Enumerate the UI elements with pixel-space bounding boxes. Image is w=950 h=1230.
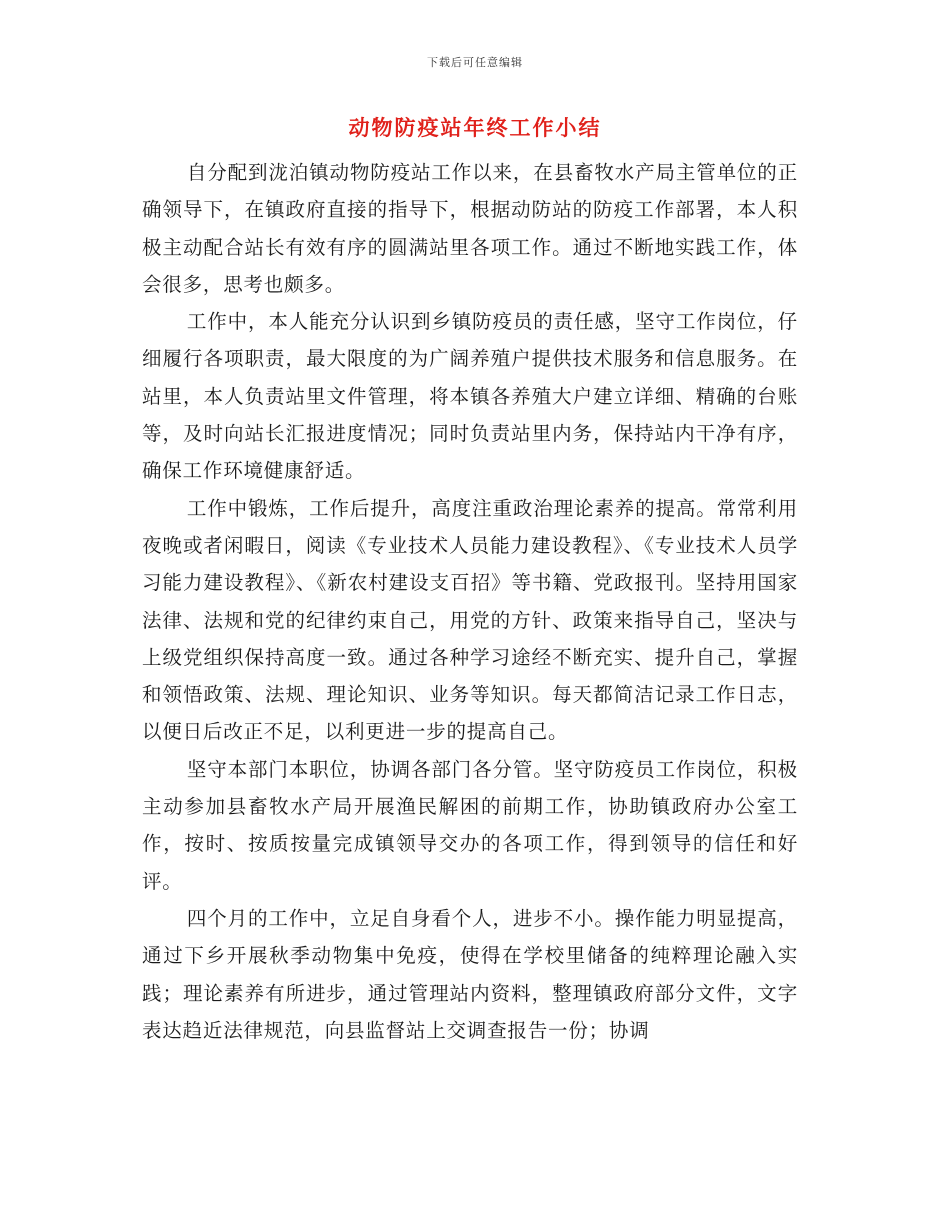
paragraph-3: 工作中锻炼，工作后提升，高度注重政治理论素养的提高。常常利用夜晚或者闲暇日，阅读《专业技术人员能力建设教程》、《专业技术人员学习能力建设教程》、《新农村建设支百招》等书籍、党政报刊。坚持用国家法律、法规和党的纪律约束自己，用党的方针、政策来指导自己，坚决与上级党组织保持高度一致。通过各种学习途经不断充实、提升自己，掌握和领悟政策、法规、理论知识、业务等知识。每天都简洁记录工作日志，以便日后改正不足，以利更进一步的提高自己。 — [142, 496, 798, 744]
paragraph-5: 四个月的工作中，立足自身看个人，进步不小。操作能力明显提高，通过下乡开展秋季动物集中免疫，使得在学校里储备的纯粹理论融入实践；理论素养有所进步，通过管理站内资料，整理镇政府部分文件，文字表达趋近法律规范，向县监督站上交调查报告一份；协调 — [142, 906, 798, 1042]
document-title: 动物防疫站年终工作小结 — [348, 115, 602, 140]
page-header-note: 下载后可任意编辑 — [427, 56, 523, 69]
paragraph-2: 工作中，本人能充分认识到乡镇防疫员的责任感，坚守工作岗位，仔细履行各项职责，最大限度的为广阔养殖户提供技术服务和信息服务。在站里，本人负责站里文件管理，将本镇各养殖大户建立详细、精确的台账等，及时向站长汇报进度情况；同时负责站里内务，保持站内干净有序，确保工作环境健康舒适。 — [142, 310, 798, 483]
document-body — [142, 154, 798, 1049]
paragraph-4: 坚守本部门本职位，协调各部门各分管。坚守防疫员工作岗位，积极主动参加县畜牧水产局开展渔民解困的前期工作，协助镇政府办公室工作，按时、按质按量完成镇领导交办的各项工作，得到领导的信任和好评。 — [142, 757, 798, 893]
paragraph-1: 自分配到泷泊镇动物防疫站工作以来，在县畜牧水产局主管单位的正确领导下，在镇政府直接的指导下，根据动防站的防疫工作部署，本人积极主动配合站长有效有序的圆满站里各项工作。通过不断地实践工作，体会很多，思考也颇多。 — [142, 161, 798, 296]
